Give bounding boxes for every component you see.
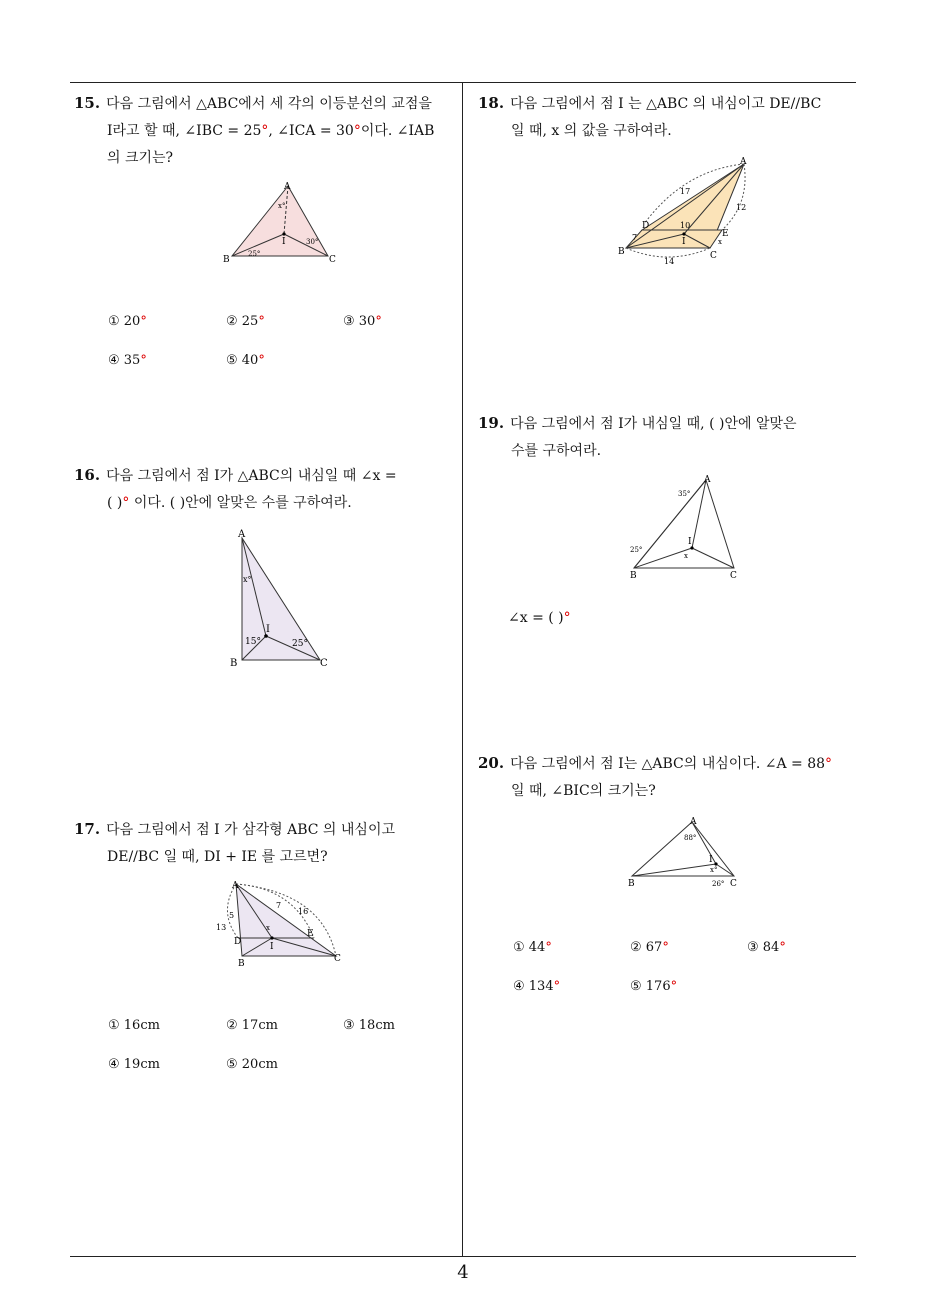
vertex-label: A [238, 529, 246, 540]
choice-3[interactable]: ③ 84° [747, 940, 786, 955]
choice-1[interactable]: ① 16cm [108, 1018, 160, 1033]
length-label: 7 [276, 901, 282, 910]
top-rule [70, 82, 856, 83]
question-text: 수를 구하여라. [511, 443, 602, 459]
vertex-label: B [230, 658, 238, 669]
length-label: 7 [632, 233, 638, 242]
question-number: 20. [478, 754, 505, 772]
question-number: 16. [74, 466, 101, 484]
question-16 [74, 462, 459, 517]
question-number: 19. [478, 414, 505, 432]
question-17 [74, 816, 459, 871]
incenter-label: I [266, 624, 270, 635]
angle-label: 25° [292, 639, 308, 649]
vertex-label: D [234, 937, 242, 947]
question-text: ( ) [107, 495, 123, 511]
vertex-label: C [320, 658, 328, 669]
degree-mark: ° [563, 610, 571, 626]
incenter-label: I [688, 537, 692, 547]
figure-15 [220, 178, 340, 268]
choice-5[interactable]: ⑤ 40° [226, 353, 265, 368]
question-19 [478, 410, 863, 465]
degree-mark: ° [261, 123, 269, 139]
variable-label: x [718, 238, 722, 246]
choice-4[interactable]: ④ 19cm [108, 1057, 160, 1072]
question-text: 이다. ∠IAB [360, 123, 435, 139]
question-text: 일 때, x 의 값을 구하여라. [511, 123, 672, 139]
question-20 [478, 750, 863, 805]
choice-5[interactable]: ⑤ 176° [630, 979, 678, 994]
choice-3[interactable]: ③ 18cm [343, 1018, 395, 1033]
incenter-label: I [709, 855, 713, 865]
question-number: 15. [74, 94, 101, 112]
vertex-label: C [710, 251, 717, 261]
question-text: 다음 그림에서 점 I가 내심일 때, ( )안에 알맞은 [510, 416, 797, 432]
question-number: 17. [74, 820, 101, 838]
vertex-label: B [628, 879, 635, 889]
vertex-label: B [618, 247, 625, 257]
question-text: 다음 그림에서 점 I 가 삼각형 ABC 의 내심이고 [106, 822, 395, 838]
choice-3[interactable]: ③ 30° [343, 314, 382, 329]
question-text: 의 크기는? [107, 150, 174, 166]
length-label: 13 [216, 923, 227, 932]
length-label: 5 [229, 911, 235, 920]
vertex-label: C [334, 954, 341, 964]
choice-4[interactable]: ④ 35° [108, 353, 147, 368]
angle-label: x° [243, 575, 252, 584]
length-label: 16 [298, 907, 309, 916]
bottom-rule [70, 1256, 856, 1257]
figure-20 [624, 814, 748, 890]
vertex-label: B [630, 571, 637, 581]
vertex-label: A [740, 157, 747, 167]
degree-mark: ° [825, 756, 833, 772]
question-text: 다음 그림에서 점 I가 △ABC의 내심일 때 ∠x = [106, 468, 397, 484]
vertex-label: A [232, 881, 239, 891]
length-label: 12 [736, 203, 747, 212]
angle-label: 15° [245, 637, 261, 647]
angle-label: x° [278, 202, 286, 210]
question-text: 다음 그림에서 점 I는 △ABC의 내심이다. ∠A = 88 [510, 756, 826, 772]
variable-label: x [684, 552, 688, 560]
question-text: 다음 그림에서 △ABC에서 세 각의 이등분선의 교점을 [106, 96, 432, 112]
answer-19 [508, 605, 571, 632]
angle-label: 88° [684, 834, 697, 842]
question-text: 이다. ( )안에 알맞은 수를 구하여라. [133, 495, 352, 511]
figure-18 [614, 154, 764, 268]
vertex-label: B [238, 959, 245, 968]
length-label: 10 [680, 221, 691, 230]
vertex-label: C [730, 879, 737, 889]
angle-label: 25° [248, 250, 261, 258]
incenter-label: I [682, 237, 686, 247]
vertex-label: A [690, 817, 697, 827]
vertex-label: B [223, 255, 230, 265]
degree-mark: ° [353, 123, 361, 139]
question-number: 18. [478, 94, 505, 112]
vertex-label: D [642, 221, 650, 231]
degree-mark: ° [122, 495, 130, 511]
angle-label: x° [710, 866, 718, 874]
choice-2[interactable]: ② 67° [630, 940, 669, 955]
vertex-label: E [722, 229, 729, 239]
angle-label: x [266, 924, 270, 932]
incenter-label: I [270, 942, 274, 952]
question-text: I라고 할 때, ∠IBC = 25 [107, 123, 262, 139]
angle-label: 30° [306, 238, 319, 246]
page-number: 4 [457, 1262, 469, 1283]
choice-2[interactable]: ② 17cm [226, 1018, 278, 1033]
vertex-label: A [704, 475, 711, 485]
question-text: DE//BC 일 때, DI + IE 를 고르면? [107, 849, 328, 865]
angle-label: 26° [712, 880, 725, 888]
choice-1[interactable]: ① 44° [513, 940, 552, 955]
length-label: 14 [664, 257, 675, 266]
question-text: , ∠ICA = 30 [268, 123, 354, 139]
answer-blank[interactable]: ∠x = ( ) [508, 610, 564, 626]
figure-19 [626, 472, 746, 582]
angle-label: 35° [678, 490, 691, 498]
choice-1[interactable]: ① 20° [108, 314, 147, 329]
question-text: 다음 그림에서 점 I 는 △ABC 의 내심이고 DE//BC [510, 96, 822, 112]
length-label: 17 [680, 187, 691, 196]
figure-16 [228, 526, 338, 671]
figure-17 [214, 876, 346, 968]
angle-label: 25° [630, 546, 643, 554]
question-15 [74, 90, 459, 172]
question-18 [478, 90, 863, 145]
vertex-label: C [329, 255, 336, 265]
choice-5[interactable]: ⑤ 20cm [226, 1057, 278, 1072]
choice-4[interactable]: ④ 134° [513, 979, 561, 994]
column-divider [462, 82, 463, 1257]
incenter-label: I [282, 237, 286, 247]
choice-2[interactable]: ② 25° [226, 314, 265, 329]
question-text: 일 때, ∠BIC의 크기는? [511, 783, 656, 799]
vertex-label: E [307, 929, 314, 939]
vertex-label: A [284, 182, 291, 192]
vertex-label: C [730, 571, 737, 581]
